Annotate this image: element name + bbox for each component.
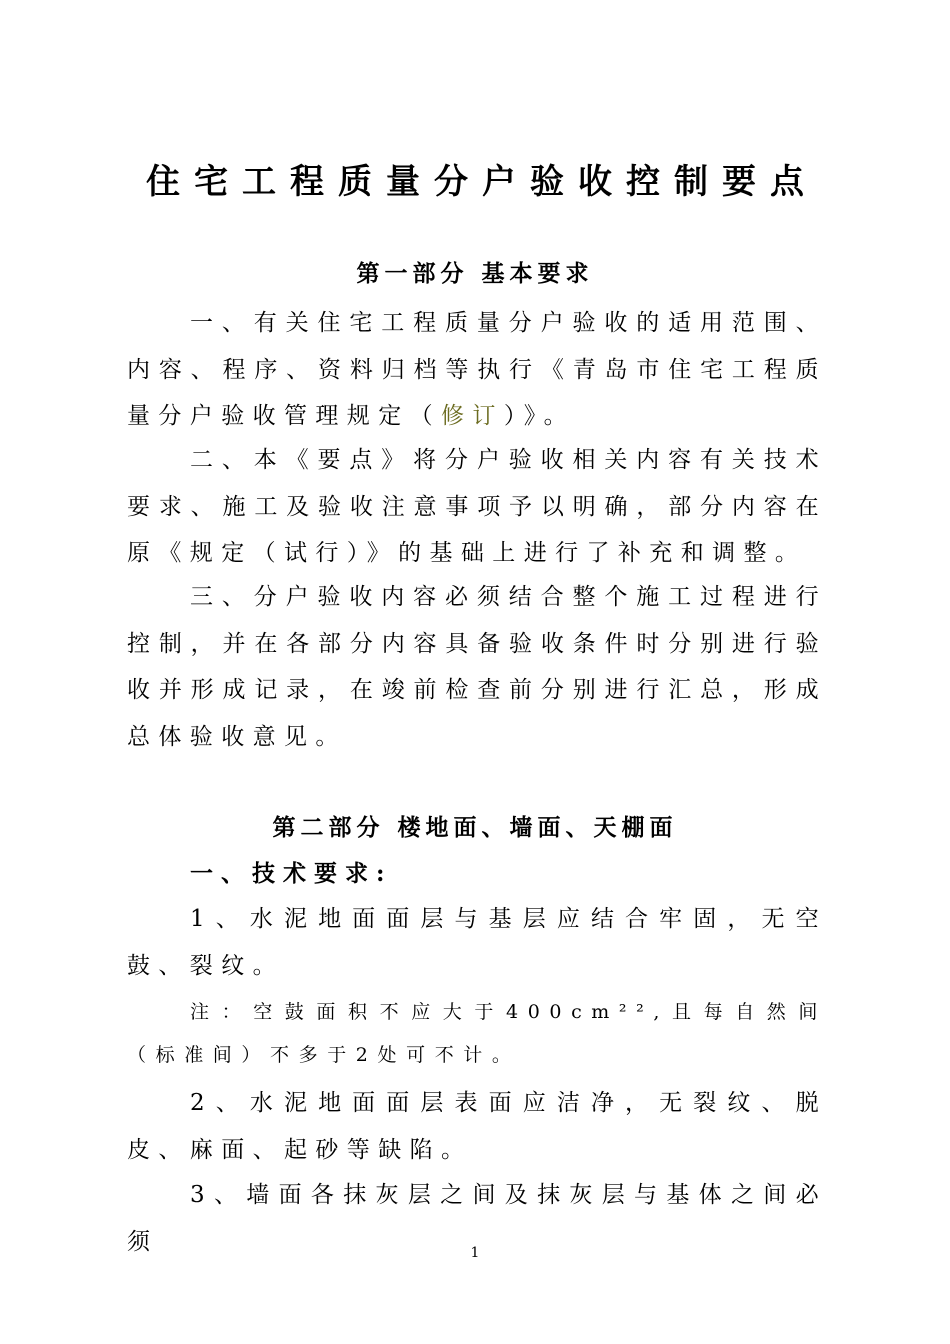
revised-marker: 修订 xyxy=(441,403,504,429)
document-title: 住宅工程质量分户验收控制要点 xyxy=(146,162,818,202)
part1-paragraph-1 xyxy=(127,300,827,440)
part1-paragraph-2: 二、本《要点》将分户验收相关内容有关技术要求、施工及验收注意事项予以明确，部分内容在原《规定（试行）》的基础上进行了补充和调整。 xyxy=(127,447,827,566)
page-number: 1 xyxy=(470,1245,480,1261)
requirement-item-1: 1、水泥地面面层与基层应结合牢固，无空鼓、裂纹。 xyxy=(127,906,827,979)
requirement-item-2: 2、水泥地面面层表面应洁净，无裂纹、脱皮、麻面、起砂等缺陷。 xyxy=(127,1090,827,1163)
part2-heading: 第二部分 楼地面、墙面、天棚面 xyxy=(272,814,678,841)
part1-paragraph-1-text: 一、有关住宅工程质量分户验收的适用范围、内容、程序、资料归档等执行《青岛市住宅工程质量分户验收管理规定（ xyxy=(127,310,827,429)
part1-paragraph-3: 三、分户验收内容必须结合整个施工过程进行控制，并在各部分内容具备验收条件时分别进行验收并形成记录，在竣前检查前分别进行汇总，形成总体验收意见。 xyxy=(127,584,827,750)
part1-paragraph-1-end: ）》。 xyxy=(503,403,576,429)
requirement-item-3: 3、墙面各抹灰层之间及抹灰层与基体之间必须 xyxy=(127,1182,827,1255)
part1-heading: 第一部分 基本要求 xyxy=(356,260,594,287)
requirement-note-1: 注：空鼓面积不应大于400cm²²,且每自然间（标准间）不多于2处可不计。 xyxy=(127,1001,827,1066)
technical-requirements-heading: 一、技术要求: xyxy=(190,860,393,887)
